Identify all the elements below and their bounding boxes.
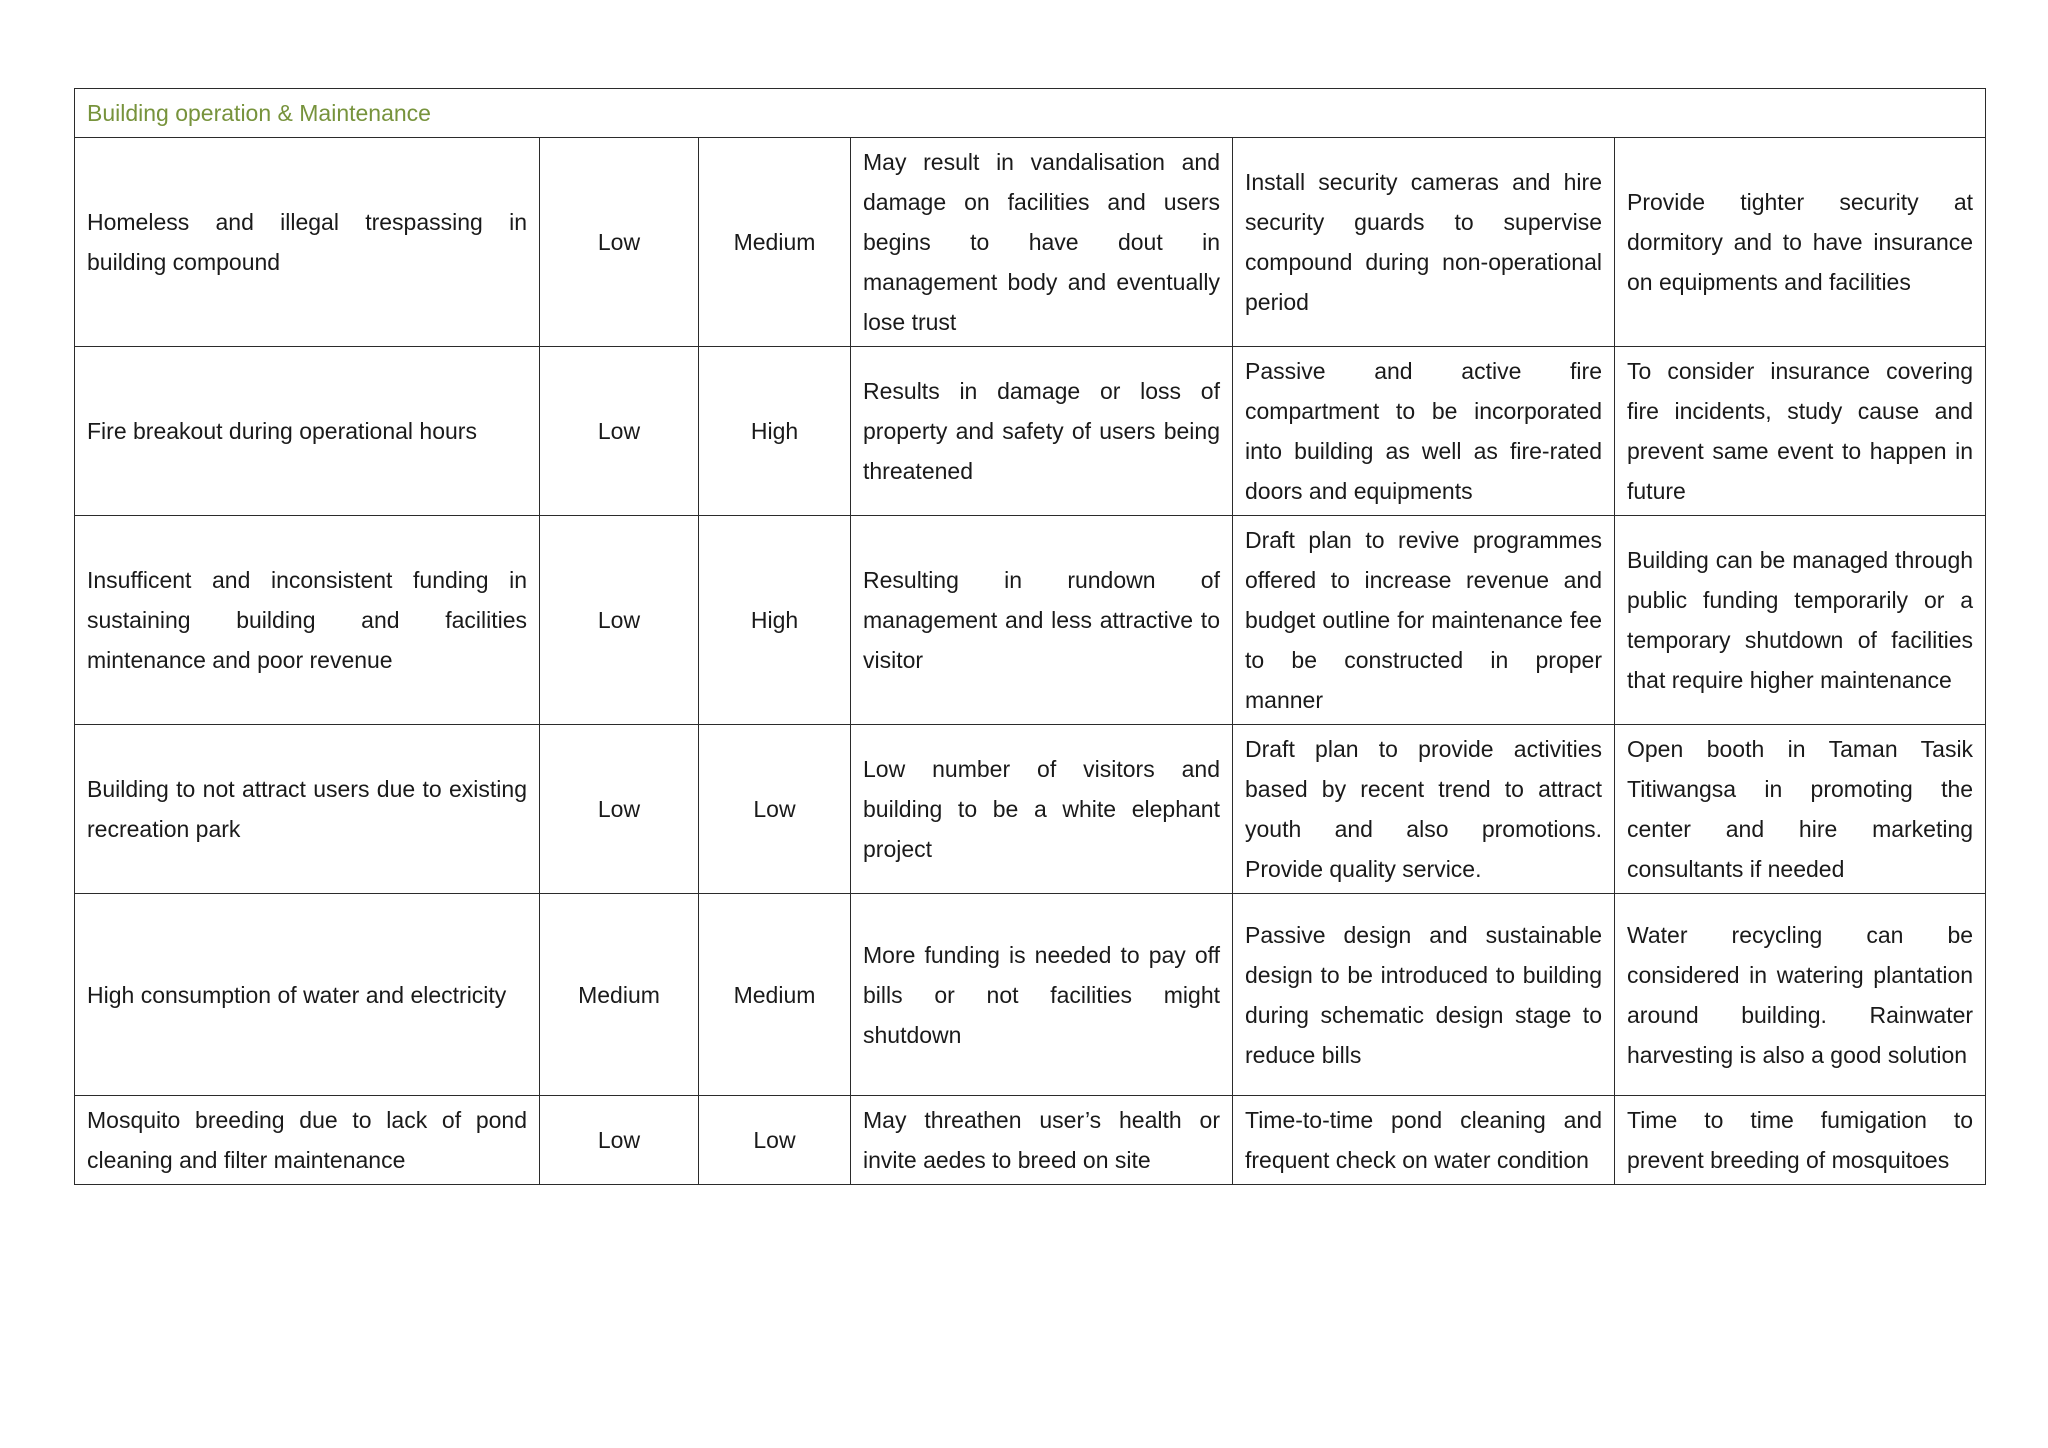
mitigation-cell: Draft plan to provide activities based by recent trend to attract youth and also promotions. Provide quality service.: [1233, 725, 1615, 894]
severity-cell: Medium: [699, 894, 851, 1096]
likelihood-cell: Low: [540, 1096, 699, 1185]
mitigation-cell: Time-to-time pond cleaning and frequent check on water condition: [1233, 1096, 1615, 1185]
section-title: Building operation & Maintenance: [75, 89, 1986, 138]
likelihood-cell: Medium: [540, 894, 699, 1096]
mitigation-cell: Passive and active fire compartment to be incorporated into building as well as fire-rated doors and equipments: [1233, 347, 1615, 516]
risk-cell: High consumption of water and electricity: [75, 894, 540, 1096]
impact-cell: More funding is needed to pay off bills or not facilities might shutdown: [851, 894, 1233, 1096]
table-row: [75, 894, 1986, 1096]
mitigation-cell: Passive design and sustainable design to be introduced to building during schematic design stage to reduce bills: [1233, 894, 1615, 1096]
severity-cell: Low: [699, 725, 851, 894]
likelihood-cell: Low: [540, 725, 699, 894]
severity-cell: High: [699, 347, 851, 516]
mitigation-cell: Install security cameras and hire security guards to supervise compound during non-operational period: [1233, 138, 1615, 347]
likelihood-cell: Low: [540, 516, 699, 725]
table-row: [75, 1096, 1986, 1185]
impact-cell: May threathen user’s health or invite aedes to breed on site: [851, 1096, 1233, 1185]
table-row: [75, 347, 1986, 516]
likelihood-cell: Low: [540, 347, 699, 516]
risk-cell: Homeless and illegal trespassing in building compound: [75, 138, 540, 347]
contingency-cell: Time to time fumigation to prevent breeding of mosquitoes: [1615, 1096, 1986, 1185]
impact-cell: Resulting in rundown of management and less attractive to visitor: [851, 516, 1233, 725]
risk-table: [74, 88, 1986, 1185]
severity-cell: Low: [699, 1096, 851, 1185]
risk-cell: Fire breakout during operational hours: [75, 347, 540, 516]
impact-cell: Results in damage or loss of property and safety of users being threatened: [851, 347, 1233, 516]
mitigation-cell: Draft plan to revive programmes offered to increase revenue and budget outline for maintenance fee to be constructed in proper manner: [1233, 516, 1615, 725]
impact-cell: Low number of visitors and building to be a white elephant project: [851, 725, 1233, 894]
risk-cell: Insufficent and inconsistent funding in sustaining building and facilities mintenance and poor revenue: [75, 516, 540, 725]
risk-cell: Mosquito breeding due to lack of pond cleaning and filter maintenance: [75, 1096, 540, 1185]
contingency-cell: Provide tighter security at dormitory and to have insurance on equipments and facilities: [1615, 138, 1986, 347]
contingency-cell: Building can be managed through public funding temporarily or a temporary shutdown of facilities that require higher maintenance: [1615, 516, 1986, 725]
table-row: [75, 138, 1986, 347]
impact-cell: May result in vandalisation and damage on facilities and users begins to have dout in management body and eventually lose trust: [851, 138, 1233, 347]
likelihood-cell: Low: [540, 138, 699, 347]
severity-cell: Medium: [699, 138, 851, 347]
severity-cell: High: [699, 516, 851, 725]
section-header-row: [75, 89, 1986, 138]
table-row: [75, 725, 1986, 894]
contingency-cell: To consider insurance covering fire incidents, study cause and prevent same event to happen in future: [1615, 347, 1986, 516]
contingency-cell: Open booth in Taman Tasik Titiwangsa in promoting the center and hire marketing consultants if needed: [1615, 725, 1986, 894]
contingency-cell: Water recycling can be considered in watering plantation around building. Rainwater harvesting is also a good solution: [1615, 894, 1986, 1096]
table-row: [75, 516, 1986, 725]
risk-cell: Building to not attract users due to existing recreation park: [75, 725, 540, 894]
